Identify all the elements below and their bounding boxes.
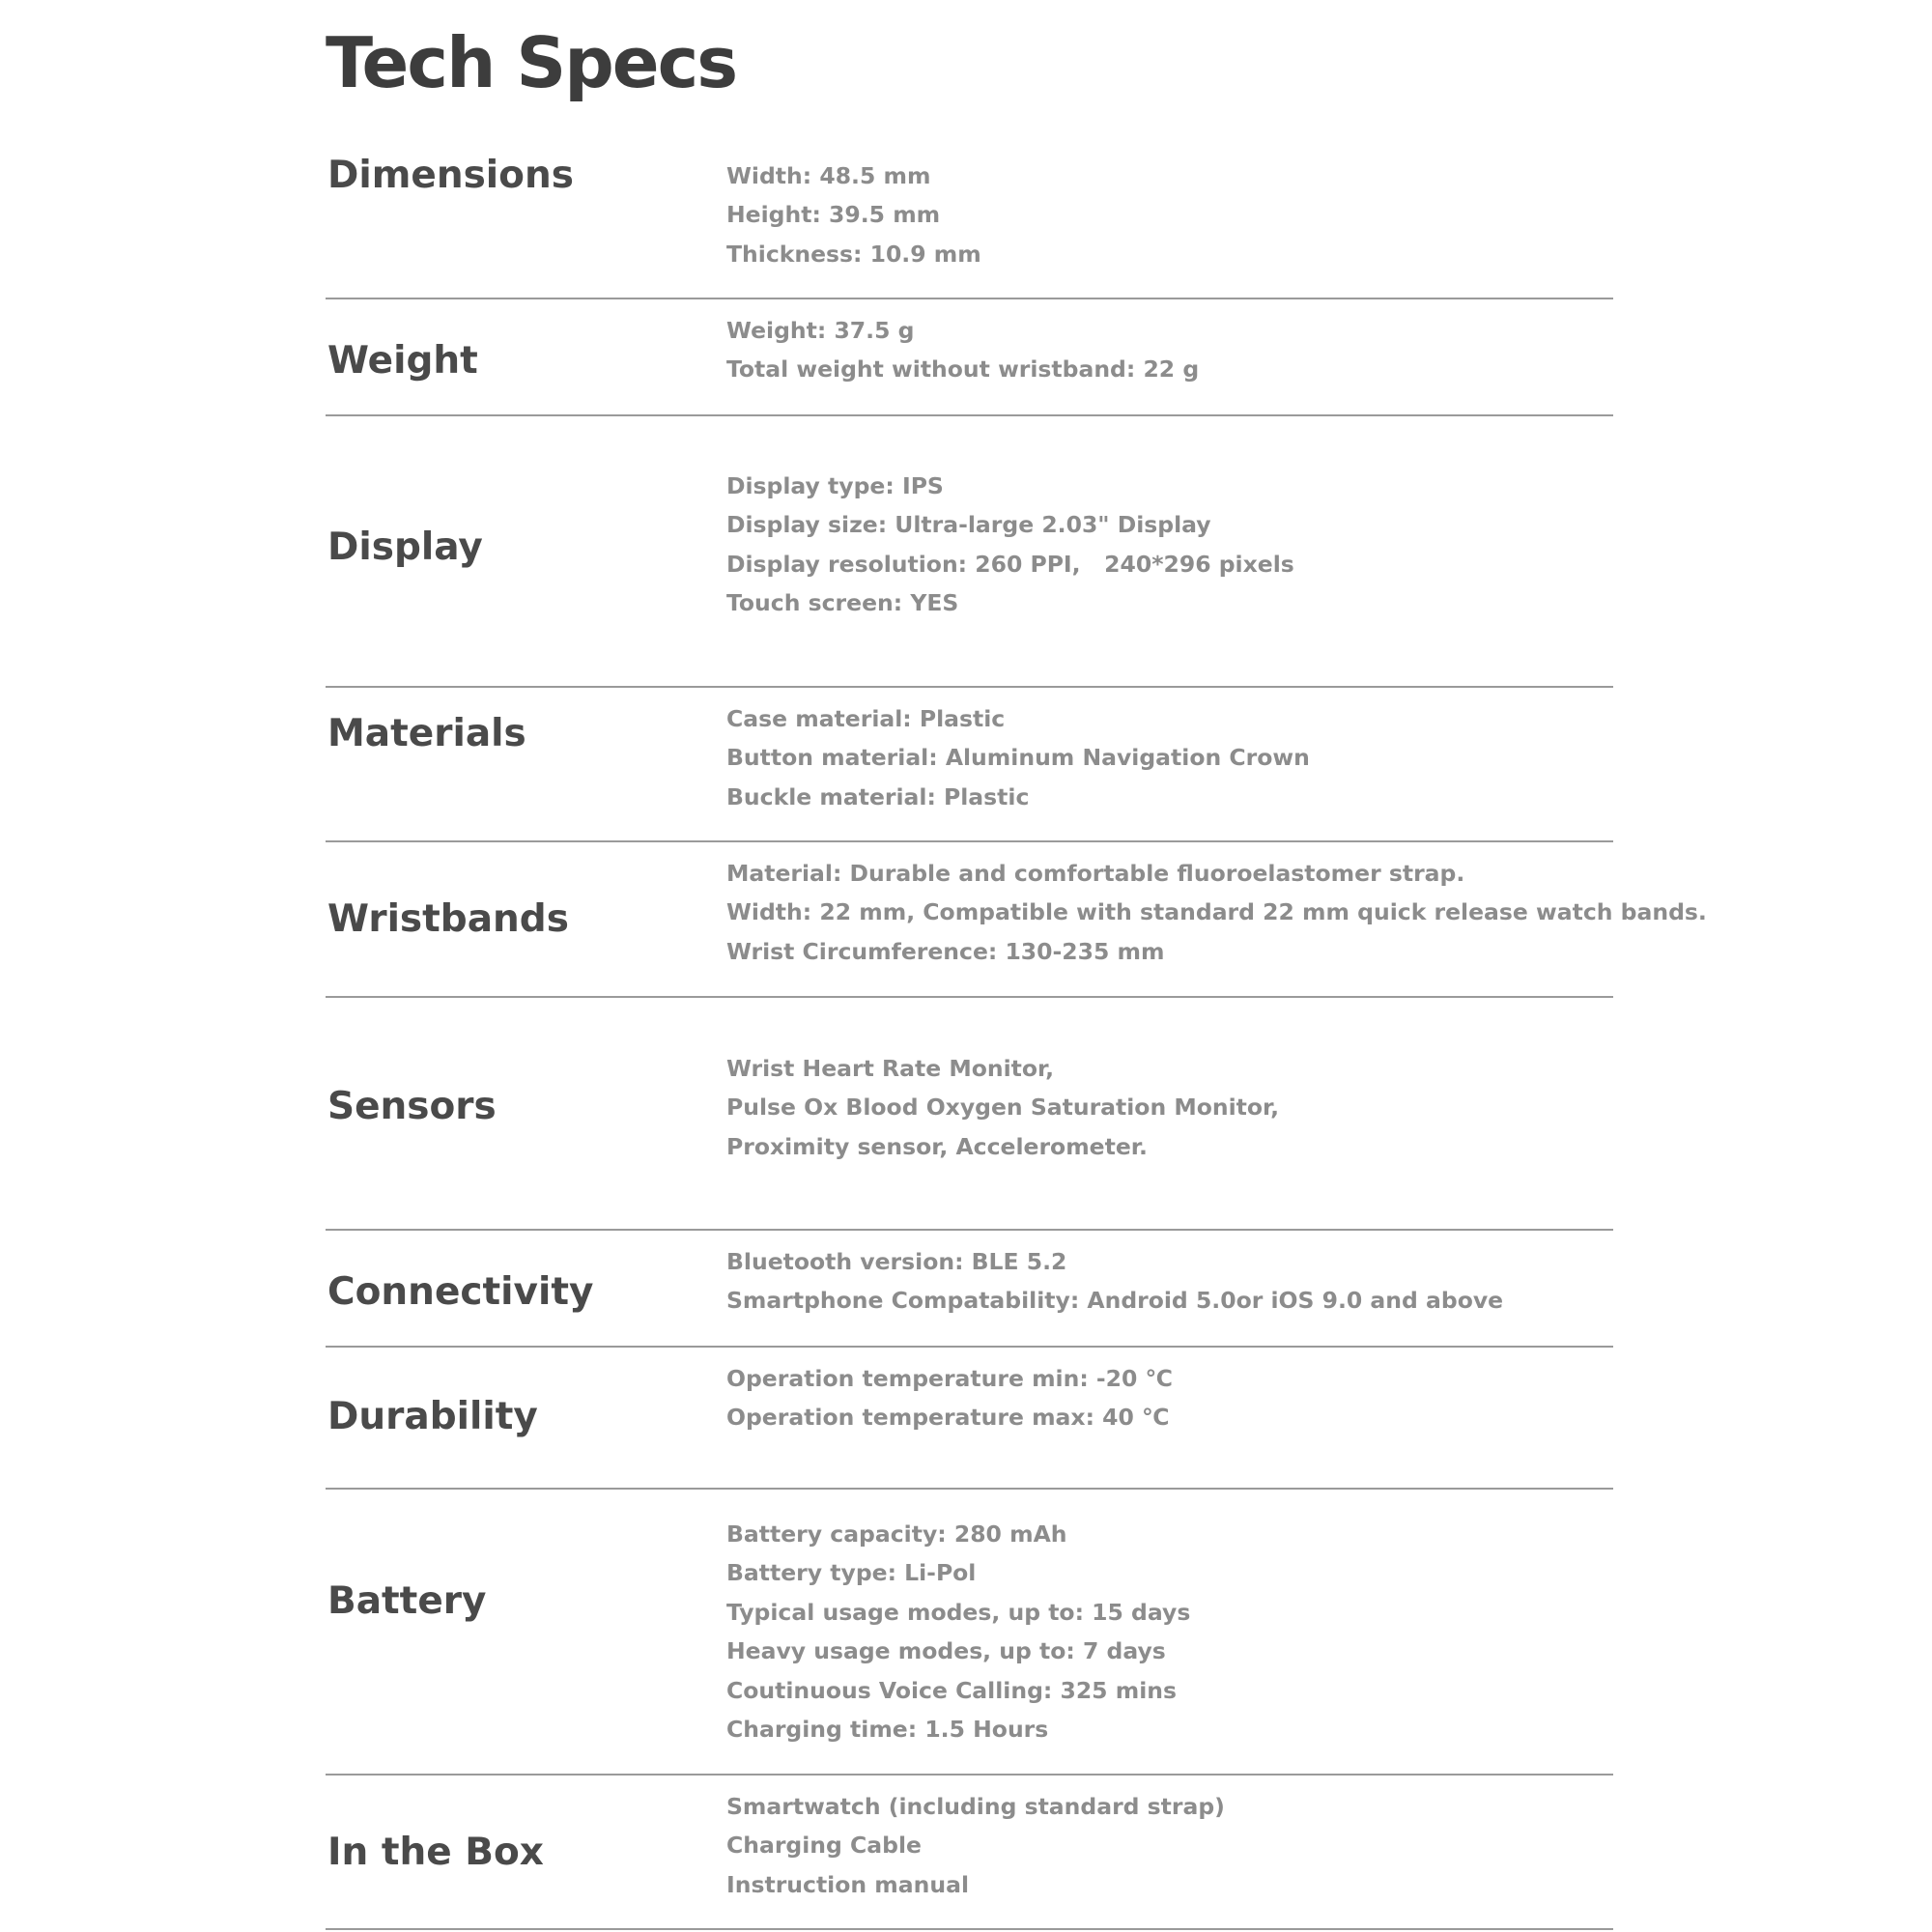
section-divider (326, 1346, 1613, 1348)
section-divider (326, 686, 1613, 688)
spec-value: Thickness: 10.9 mm (726, 240, 981, 268)
spec-value: Operation temperature max: 40 ℃ (726, 1404, 1170, 1432)
section-label: Sensors (327, 1085, 497, 1128)
spec-values-list (726, 1515, 1190, 1748)
spec-value: Instruction manual (726, 1870, 970, 1898)
spec-values-list (726, 1049, 1279, 1166)
section-label: Wristbands (327, 897, 569, 941)
section-divider (326, 996, 1613, 998)
section-divider (326, 840, 1613, 842)
spec-values-list (726, 699, 1310, 816)
spec-value: Display size: Ultra-large 2.03" Display (726, 511, 1211, 539)
spec-values-list (726, 1359, 1173, 1437)
section-label: Display (327, 526, 483, 569)
section-label: Durability (327, 1395, 538, 1438)
section-divider (326, 1774, 1613, 1776)
section-divider (326, 414, 1613, 416)
spec-value: Smartphone Compatability: Android 5.0or iOS 9.0 and above (726, 1287, 1504, 1315)
spec-value: Battery type: Li-Pol (726, 1559, 977, 1587)
spec-value: Wrist Heart Rate Monitor, (726, 1055, 1055, 1082)
spec-value: Proximity sensor, Accelerometer. (726, 1132, 1148, 1160)
section-label: Weight (327, 339, 478, 383)
spec-value: Weight: 37.5 g (726, 317, 915, 344)
spec-value: Width: 48.5 mm (726, 162, 931, 189)
spec-values-list (726, 854, 1707, 971)
section-divider (326, 1488, 1613, 1490)
spec-value: Case material: Plastic (726, 705, 1006, 732)
section-label: In the Box (327, 1831, 544, 1874)
spec-value: Total weight without wristband: 22 g (726, 355, 1200, 384)
spec-value: Coutinuous Voice Calling: 325 mins (726, 1676, 1177, 1704)
spec-value: Height: 39.5 mm (726, 201, 941, 229)
spec-values-list (726, 311, 1199, 389)
section-label: Materials (327, 712, 526, 755)
spec-value: Buckle material: Plastic (726, 782, 1030, 810)
spec-values-list (726, 1787, 1225, 1904)
spec-value: Battery capacity: 280 mAh (726, 1520, 1067, 1548)
spec-value: Smartwatch (including standard strap) (726, 1793, 1225, 1820)
spec-values-list (726, 1242, 1503, 1321)
spec-value: Button material: Aluminum Navigation Crown (726, 744, 1310, 772)
spec-values-list (726, 467, 1294, 623)
spec-value: Material: Durable and comfortable fluoroelastomer strap. (726, 860, 1465, 887)
spec-value: Charging time: 1.5 Hours (726, 1716, 1049, 1744)
spec-value: Touch screen: YES (726, 589, 959, 617)
section-divider (326, 1229, 1613, 1231)
spec-value: Bluetooth version: BLE 5.2 (726, 1248, 1067, 1275)
spec-value: Display resolution: 260 PPI, 240*296 pixels (726, 550, 1294, 578)
section-label: Battery (327, 1579, 487, 1623)
section-divider (326, 298, 1613, 299)
section-divider (326, 1928, 1613, 1930)
spec-value: Display type: IPS (726, 472, 944, 499)
spec-value: Operation temperature min: -20 ℃ (726, 1365, 1174, 1392)
section-label: Connectivity (327, 1270, 594, 1314)
page-title: Tech Specs (326, 22, 737, 103)
spec-values-list (726, 156, 981, 273)
spec-value: Wrist Circumference: 130-235 mm (726, 937, 1165, 965)
spec-value: Typical usage modes, up to: 15 days (726, 1598, 1191, 1626)
spec-value: Heavy usage modes, up to: 7 days (726, 1637, 1166, 1665)
spec-value: Width: 22 mm, Compatible with standard 22 mm quick release watch bands. (726, 898, 1707, 926)
section-label: Dimensions (327, 154, 574, 197)
spec-value: Charging Cable (726, 1832, 922, 1860)
spec-value: Pulse Ox Blood Oxygen Saturation Monitor, (726, 1094, 1280, 1122)
